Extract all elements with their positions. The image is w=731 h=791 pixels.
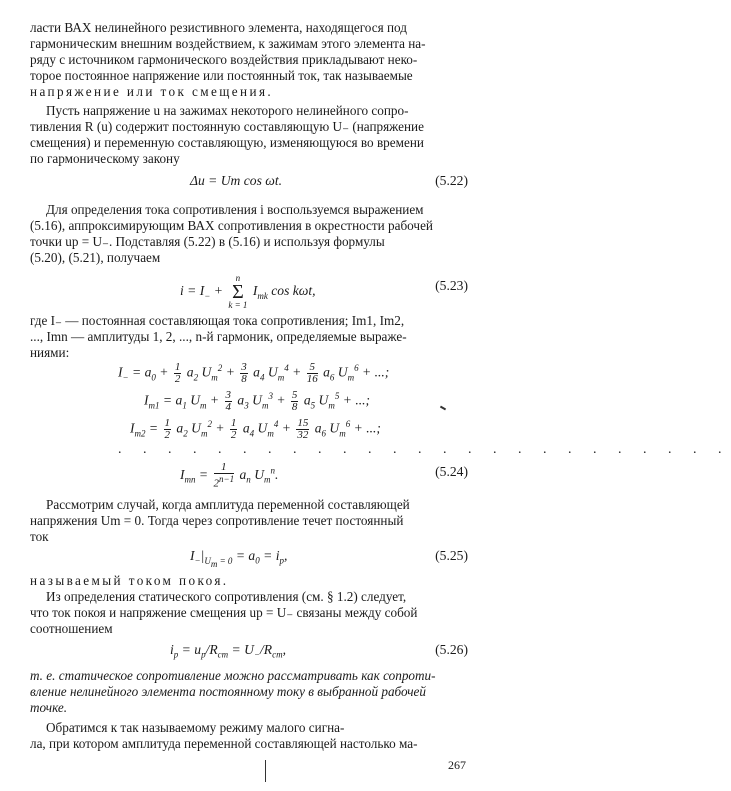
equation-5-22: [30, 173, 468, 193]
text-line: Обратимся к так называемому режиму малого сигна-: [46, 720, 345, 735]
equation-body: $I_{m1} = a_1$ $U_m$ + $\frac{3}{4}$ $a_3$ $U_m^3$ + $\frac{5}{8}$ $a_5$ $U_m^5$ + ...;: [144, 389, 371, 413]
text-line: гармоническим внешним воздействием, к зажимам этого элемента на-: [30, 36, 426, 51]
equation-5-25: [30, 546, 468, 568]
text-line: соотношением: [30, 621, 113, 636]
text-line: где I₋ — постоянная составляющая тока сопротивления; Im1, Im2,: [30, 313, 405, 328]
equation-number: (5.26): [435, 642, 468, 657]
text-line: смещения) и переменную составляющую, изменяющуюся во времени: [30, 135, 424, 150]
text-line: (5.16), аппроксимирующим ВАХ сопротивления в окрестности рабочей: [30, 218, 433, 233]
equation-number: (5.23): [435, 278, 468, 293]
text-line: точке.: [30, 700, 68, 715]
equation-body: $I_- = a_0$ + $\frac{1}{2}$ $a_2$ $U_m^2$ + $\frac{3}{8}$ $a_4$ $U_m^4$ + $\frac{5}{16}$ $a_6$ $U_m^6$ + ...;: [118, 361, 390, 385]
equation-body: $I_{m2}$ = $\frac{1}{2}$ $a_2$ $U_m^2$ + $\frac{1}{2}$ $a_4$ $U_m^4$ + $\frac{15}{32}$ $a_6$ $U_m^6$ + ...;: [130, 417, 381, 441]
equation-body: Δu = Um cos ωt.: [190, 173, 283, 188]
text-line: т. е. статическое сопротивление можно рассматривать как сопроти-: [30, 668, 436, 683]
text-line: ла, при котором амплитуда переменной составляющей настолько ма-: [30, 736, 418, 751]
text-line: ниями:: [30, 345, 70, 360]
text-line: ток: [30, 529, 49, 544]
text-line-spaced: называемый током покоя.: [30, 573, 229, 588]
sum-operator: n Σ k = 1: [228, 273, 248, 310]
text-line: точки uр = U₋. Подставляя (5.22) в (5.16) и используя формулы: [30, 234, 385, 249]
text-line: Из определения статического сопротивления (см. § 1.2) следует,: [46, 589, 407, 604]
text-line: вление нелинейного элемента постоянному току в выбранной рабочей: [30, 684, 426, 699]
equation-I-dc: [30, 360, 468, 386]
equation-Imn: [30, 460, 468, 488]
text-line: тивления R (u) содержит постоянную составляющую U₋ (напряжение: [30, 119, 424, 134]
equation-5-26: [30, 640, 468, 662]
equation-body: $i_р = u_р/R_{ст} = U_-/R_{ст}$,: [170, 642, 287, 660]
scan-mark: [265, 760, 266, 782]
equation-number: (5.24): [435, 464, 468, 479]
text-line: Пусть напряжение u на зажимах некоторого нелинейного сопро-: [46, 103, 409, 118]
equation-number: (5.25): [435, 548, 468, 563]
ellipsis-dots: . . . . . . . . . . . . . . . . . . . . . . . . .: [118, 442, 731, 457]
text-line: что ток покоя и напряжение смещения uр = U₋ связаны между собой: [30, 605, 418, 620]
text-line-spaced: напряжение или ток смещения.: [30, 84, 274, 99]
equation-body: $i = I_- + n$ Σ k = 1 $I_{mk}$ cos kωt,: [180, 273, 316, 310]
text-line: Рассмотрим случай, когда амплитуда переменной составляющей: [46, 497, 410, 512]
equation-body: $I_-|_{U_m = 0} = a_0 = i_р$,: [190, 548, 288, 569]
equation-5-23: [30, 270, 468, 310]
text-line: (5.20), (5.21), получаем: [30, 250, 161, 265]
text-line: торое постоянное напряжение или постоянный ток, так называемые: [30, 68, 413, 83]
text-line: Для определения тока сопротивления i воспользуемся выражением: [46, 202, 424, 217]
text-line: ряду с источником гармонического воздействия прикладывают неко-: [30, 52, 418, 67]
equation-Im2: [30, 416, 468, 442]
equation-body: $I_{mn}$ = $\frac{1}{2^{n-1}}$ $a_n$ $U_m^n$.: [180, 461, 279, 490]
text-line: ласти ВАХ нелинейного резистивного элемента, находящегося под: [30, 20, 407, 35]
page-number: 267: [448, 758, 466, 772]
text-line: напряжения Um = 0. Тогда через сопротивление течет постоянный: [30, 513, 404, 528]
equation-number: (5.22): [435, 173, 468, 188]
equation-Im1: [30, 388, 468, 414]
text-line: по гармоническому закону: [30, 151, 180, 166]
text-line: ..., Imn — амплитуды 1, 2, ..., n-й гармоник, определяемые выраже-: [30, 329, 407, 344]
